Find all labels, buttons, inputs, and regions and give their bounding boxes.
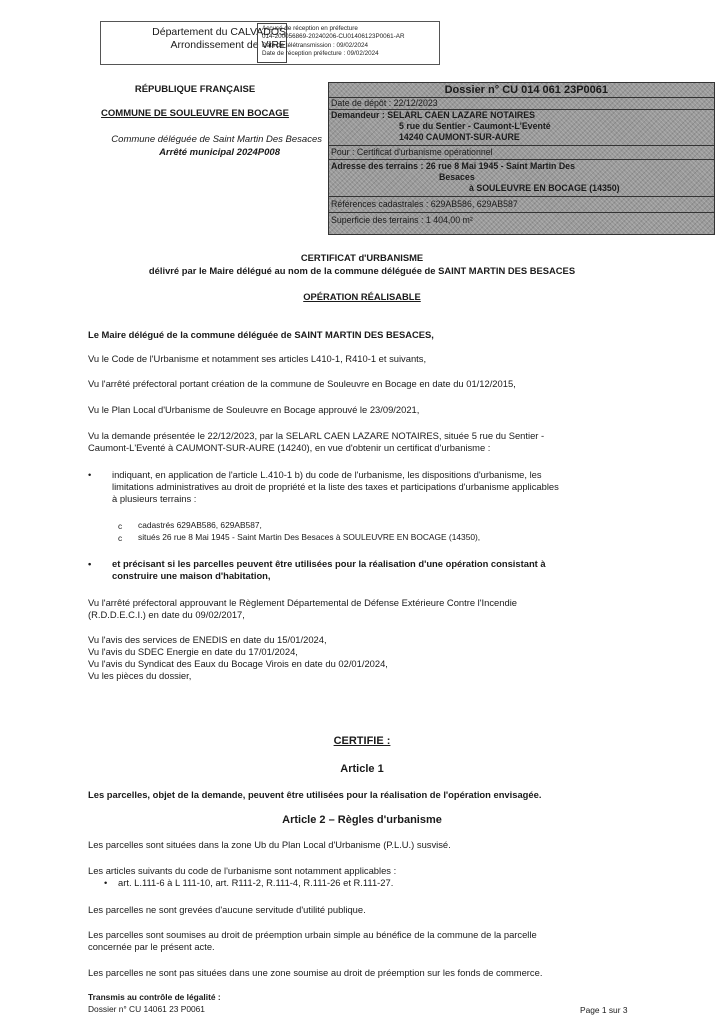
vu-demande-1: Vu la demande présentée le 22/12/2023, par la SELARL CAEN LAZARE NOTAIRES, située 5 rue du Sentier -	[88, 430, 545, 441]
article2-preemption-1: Les parcelles sont soumises au droit de préemption urbain simple au bénéfice de la commune de la parcelle	[88, 929, 537, 940]
sub-situes: situés 26 rue 8 Mai 1945 - Saint Martin Des Besaces à SOULEUVRE EN BOCAGE (14350),	[138, 532, 481, 542]
maire-line: Le Maire délégué de la commune déléguée de SAINT MARTIN DES BESACES,	[88, 329, 434, 340]
article2-fonds-commerce: Les parcelles ne sont pas situées dans une zone soumise au droit de préemption sur les fonds de commerce.	[88, 967, 543, 978]
article1-heading: Article 1	[340, 763, 384, 775]
superficie: Superficie des terrains : 1 404,00 m²	[331, 215, 473, 225]
republic-heading: RÉPUBLIQUE FRANÇAISE	[134, 84, 256, 95]
adresse-line-2: Besaces	[439, 172, 475, 182]
bullet2-line-1: et précisant si les parcelles peuvent être utilisées pour la réalisation d'une opération consistant à	[112, 558, 546, 569]
article2-preemption-2: concernée par le présent acte.	[88, 941, 215, 952]
certificat-title: CERTIFICAT d'URBANISME	[300, 252, 424, 263]
vu-demande-2: Caumont-L'Eventé à CAUMONT-SUR-AURE (14240), en vue d'obtenir un certificat d'urbanisme :	[88, 442, 491, 453]
commune-heading: COMMUNE DE SOULEUVRE EN BOCAGE	[101, 108, 289, 119]
ack-line: Accusé de réception en préfecture	[262, 25, 358, 32]
article2-articles-list: art. L.111-6 à L 111-10, art. R111-2, R.111-4, R.111-26 et R.111-27.	[118, 877, 394, 888]
sub-marker: c	[118, 521, 123, 531]
vu-arrete: Vu l'arrêté préfectoral portant création de la commune de Souleuvre en Bocage en date du 01/12/2015,	[88, 378, 516, 389]
bullet1-line-1: indiquant, en application de l'article L.410-1 b) du code de l'urbanisme, les dispositions d'urbanisme, les	[112, 469, 542, 480]
delegated-commune: Commune déléguée de Saint Martin Des Besaces	[111, 134, 322, 145]
dossier-title: Dossier n° CU 014 061 23P0061	[444, 84, 608, 96]
vu-plan: Vu le Plan Local d'Urbanisme de Souleuvre en Bocage approuvé le 23/09/2021,	[88, 404, 420, 415]
adresse-line-1: Adresse des terrains : 26 rue 8 Mai 1945 - Saint Martin Des	[331, 161, 575, 171]
bullet-icon: •	[88, 558, 92, 569]
sub-cadastres: cadastrés 629AB586, 629AB587,	[138, 520, 262, 530]
sub-marker: c	[118, 533, 123, 543]
divider	[329, 196, 714, 197]
divider	[329, 212, 714, 213]
ack-line: Date de télétransmission : 09/02/2024	[262, 41, 369, 49]
bullet1-line-2: limitations administratives au droit de propriété et la liste des taxes et participations d'urbanisme applicables	[112, 481, 559, 492]
vu-rddeci-2: (R.D.D.E.C.I.) en date du 09/02/2017,	[88, 609, 245, 620]
demandeur-line-1: Demandeur : SELARL CAEN LAZARE NOTAIRES	[331, 110, 535, 120]
article2-articles: Les articles suivants du code de l'urbanisme sont notamment applicables :	[88, 865, 397, 876]
bullet-icon: •	[104, 877, 108, 888]
adresse-line-3: à SOULEUVRE EN BOCAGE (14350)	[469, 183, 620, 193]
article2-heading: Article 2 – Règles d'urbanisme	[282, 814, 442, 826]
demandeur-line-2: 5 rue du Sentier - Caumont-L'Eventé	[399, 121, 551, 131]
department-line: Département du CALVADOS	[152, 26, 286, 38]
demandeur-line-3: 14240 CAUMONT-SUR-AURE	[399, 132, 520, 142]
vu-sdec: Vu l'avis du SDEC Energie en date du 17/01/2024,	[88, 646, 298, 657]
vu-rddeci-1: Vu l'arrêté préfectoral approuvant le Règlement Départemental de Défense Extérieure Contre l'Incendie	[88, 597, 517, 608]
article1-text: Les parcelles, objet de la demande, peuvent être utilisées pour la réalisation de l'opération envisagée.	[88, 789, 542, 800]
vu-pieces: Vu les pièces du dossier,	[88, 670, 192, 681]
pour-line: Pour : Certificat d'urbanisme opérationnel	[331, 147, 493, 157]
vu-code: Vu le Code de l'Urbanisme et notamment ses articles L410-1, R410-1 et suivants,	[88, 353, 427, 364]
divider	[329, 159, 714, 160]
ack-line: Date de réception préfecture : 09/02/2024	[262, 50, 379, 58]
footer-dossier: Dossier n° CU 14061 23 P0061	[88, 1004, 205, 1014]
dossier-box	[328, 82, 715, 235]
bullet2-line-2: construire une maison d'habitation,	[112, 570, 271, 581]
vu-enedis: Vu l'avis des services de ENEDIS en date du 15/01/2024,	[88, 634, 327, 645]
ack-line: 014-200056869-20240206-CU01406123P0061-AR	[262, 33, 405, 41]
acknowledgement-text	[262, 25, 405, 59]
vu-syndicat: Vu l'avis du Syndicat des Eaux du Bocage Virois en date du 02/01/2024,	[88, 658, 388, 669]
page-number: Page 1 sur 3	[580, 1005, 628, 1015]
certificat-subtitle: délivré par le Maire délégué au nom de la commune déléguée de SAINT MARTIN DES BESACES	[148, 265, 576, 276]
references-cadastrales: Références cadastrales : 629AB586, 629AB587	[331, 199, 518, 209]
bullet1-line-3: à plusieurs terrains :	[112, 493, 197, 504]
article2-zone: Les parcelles sont situées dans la zone Ub du Plan Local d'Urbanisme (P.L.U.) susvisé.	[88, 839, 451, 850]
date-depot: Date de dépôt : 22/12/2023	[331, 98, 438, 108]
arrete-number: Arrêté municipal 2024P008	[159, 147, 280, 158]
footer-transmis: Transmis au contrôle de légalité :	[88, 992, 221, 1002]
certifie-title: CERTIFIE :	[333, 735, 391, 747]
arrondissement-line: Arrondissement de VIRE	[170, 39, 286, 51]
operation-realisable: OPÉRATION RÉALISABLE	[303, 291, 421, 302]
article2-servitude: Les parcelles ne sont grevées d'aucune servitude d'utilité publique.	[88, 904, 366, 915]
bullet-icon: •	[88, 469, 92, 480]
divider	[329, 145, 714, 146]
